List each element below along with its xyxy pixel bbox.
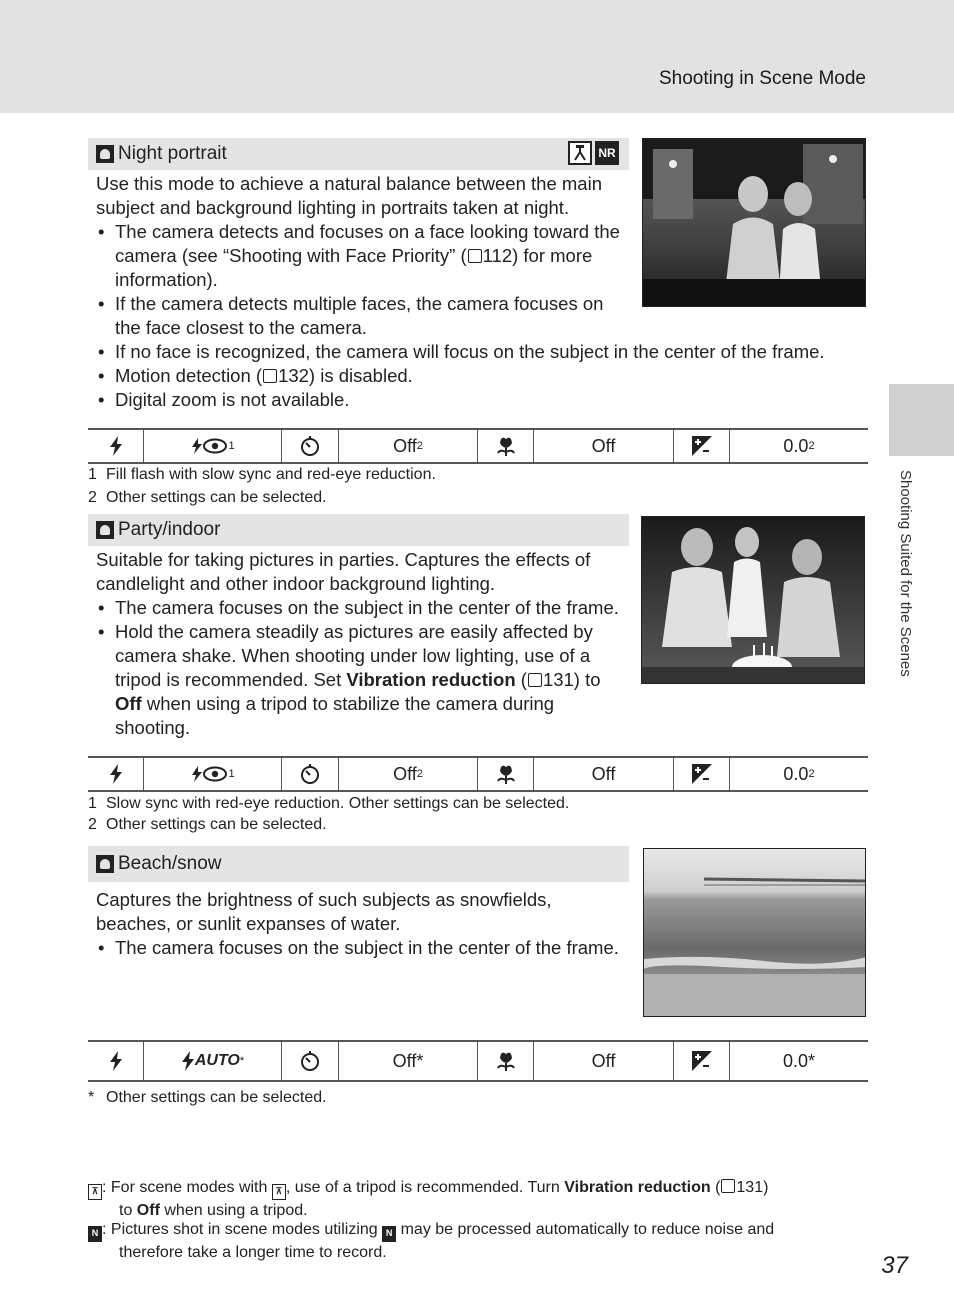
settings-row-night-portrait bbox=[88, 428, 868, 464]
self-timer-value: Off 2 bbox=[339, 430, 478, 462]
bullet: • If the camera detects multiple faces, the camera focuses on the face closest to the camera. bbox=[96, 292, 631, 340]
tripod-icon: ⊼ bbox=[272, 1184, 286, 1200]
header-band bbox=[0, 0, 954, 113]
exposure-value: 0.0 2 bbox=[783, 435, 815, 456]
exposure-compensation-icon bbox=[674, 1042, 730, 1080]
bullet: • Digital zoom is not available. bbox=[96, 388, 856, 412]
intro-text: Use this mode to achieve a natural balance between the main subject and background lighting in portraits taken at night. bbox=[96, 173, 602, 218]
exposure-value: 0.0 2 bbox=[783, 763, 815, 784]
flash-mode-icon bbox=[88, 758, 144, 790]
tripod-icon bbox=[568, 141, 592, 165]
beach-snow-body bbox=[96, 888, 631, 960]
flash-setting: 1 bbox=[144, 758, 282, 790]
section-header-party-indoor bbox=[88, 514, 629, 546]
footnote: 1 Slow sync with red-eye reduction. Other settings can be selected. bbox=[88, 795, 570, 812]
tripod-icon: ⊼ bbox=[88, 1184, 102, 1200]
nr-icon: N bbox=[382, 1226, 396, 1242]
self-timer-icon bbox=[282, 758, 339, 790]
party-indoor-icon bbox=[96, 521, 114, 539]
header-title: Shooting in Scene Mode bbox=[658, 68, 866, 89]
night-portrait-photo bbox=[642, 138, 866, 307]
macro-icon bbox=[478, 1042, 534, 1080]
intro-text: Suitable for taking pictures in parties. Captures the effects of candlelight and other indoor background lighting. bbox=[96, 549, 591, 594]
bullet: • The camera focuses on the subject in the center of the frame. bbox=[96, 936, 631, 960]
self-timer-icon bbox=[282, 430, 339, 462]
bullet: • Hold the camera steadily as pictures are easily affected by camera shake. When shooting under low lighting, use of a tripod is recommended. Set Vibration reduction ( 131) to Off when using a tripod to stabilize the camera during shooting. bbox=[96, 620, 631, 740]
section-title: Party/indoor bbox=[118, 519, 221, 540]
party-indoor-body bbox=[96, 548, 631, 740]
macro-value: Off bbox=[534, 758, 674, 790]
macro-value: Off bbox=[534, 1042, 674, 1080]
nr-note: N : Pictures shot in scene modes utilizing N may be processed automatically to reduce noise and therefore take a longer time to record. bbox=[88, 1219, 868, 1263]
settings-row-beach-snow bbox=[88, 1040, 868, 1082]
flash-setting: AUTO * bbox=[144, 1042, 282, 1080]
footnote: 2 Other settings can be selected. bbox=[88, 489, 327, 506]
footnote: 2 Other settings can be selected. bbox=[88, 816, 327, 833]
section-title: Night portrait bbox=[118, 143, 227, 164]
book-ref-icon bbox=[721, 1179, 735, 1193]
beach-snow-photo bbox=[643, 848, 866, 1017]
self-timer-value: Off* bbox=[339, 1042, 478, 1080]
bullet: • If no face is recognized, the camera will focus on the subject in the center of the frame. bbox=[96, 340, 856, 364]
footnote: * Other settings can be selected. bbox=[88, 1089, 327, 1106]
book-ref-icon bbox=[528, 673, 542, 687]
bullet: • The camera detects and focuses on a face looking toward the camera (see “Shooting with Face Priority” ( 112) for more information). bbox=[96, 220, 631, 292]
settings-row-party-indoor bbox=[88, 756, 868, 792]
beach-snow-icon bbox=[96, 855, 114, 873]
night-portrait-body bbox=[96, 172, 631, 340]
book-ref-icon bbox=[468, 249, 482, 263]
section-title: Beach/snow bbox=[118, 853, 222, 874]
macro-icon bbox=[478, 758, 534, 790]
page-number: 37 bbox=[881, 1252, 908, 1279]
macro-value: Off bbox=[534, 430, 674, 462]
book-ref-icon bbox=[263, 369, 277, 383]
bullet: • Motion detection ( 132) is disabled. bbox=[96, 364, 856, 388]
bullet: • The camera focuses on the subject in the center of the frame. bbox=[96, 596, 631, 620]
self-timer-icon bbox=[282, 1042, 339, 1080]
exposure-value: 0.0* bbox=[782, 1050, 816, 1071]
party-indoor-photo bbox=[641, 516, 865, 684]
exposure-compensation-icon bbox=[674, 758, 730, 790]
self-timer-value: Off 2 bbox=[339, 758, 478, 790]
flash-mode-icon bbox=[88, 430, 144, 462]
macro-icon bbox=[478, 430, 534, 462]
night-portrait-body-wide bbox=[96, 340, 856, 412]
flash-mode-icon bbox=[88, 1042, 144, 1080]
nr-icon: N bbox=[88, 1226, 102, 1242]
nr-icon: NR bbox=[595, 141, 619, 165]
flash-setting: 1 bbox=[144, 430, 282, 462]
side-tab bbox=[889, 384, 954, 456]
exposure-compensation-icon bbox=[674, 430, 730, 462]
side-tab-label: Shooting Suited for the Scenes bbox=[897, 470, 914, 677]
tripod-note: ⊼ : For scene modes with ⊼ , use of a tripod is recommended. Turn Vibration reduction ( 131) to Off when using a tripod. bbox=[88, 1177, 868, 1221]
footnote: 1 Fill flash with slow sync and red-eye reduction. bbox=[88, 466, 436, 483]
night-portrait-icon bbox=[96, 145, 114, 163]
section-header-night-portrait bbox=[88, 138, 629, 170]
section-header-beach-snow bbox=[88, 846, 629, 882]
hint-icons bbox=[568, 141, 619, 165]
intro-text: Captures the brightness of such subjects as snowfields, beaches, or sunlit expanses of water. bbox=[96, 889, 552, 934]
